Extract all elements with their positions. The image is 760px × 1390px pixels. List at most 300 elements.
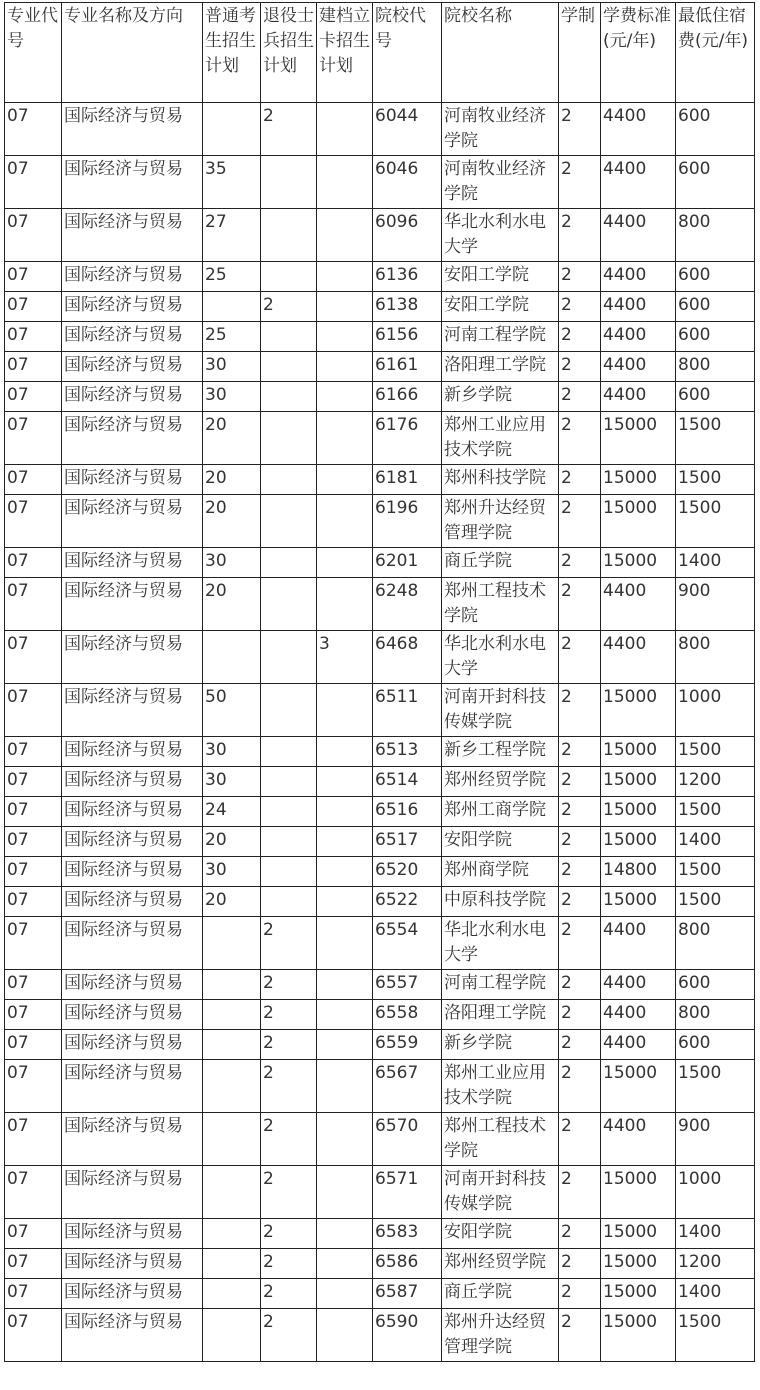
tuition-cell: 15000 bbox=[601, 1219, 676, 1249]
school-name-cell: 华北水利水电大学 bbox=[442, 917, 559, 970]
table-row bbox=[5, 103, 755, 156]
regular-plan-cell bbox=[203, 970, 261, 1000]
poverty-plan-cell bbox=[317, 1060, 373, 1113]
regular-plan-cell: 24 bbox=[203, 797, 261, 827]
major-name-cell: 国际经济与贸易 bbox=[62, 1249, 203, 1279]
tuition-cell: 15000 bbox=[601, 495, 676, 548]
dorm-fee-cell: 900 bbox=[676, 1113, 755, 1166]
duration-cell: 2 bbox=[559, 1249, 601, 1279]
duration-cell: 2 bbox=[559, 352, 601, 382]
regular-plan-cell bbox=[203, 1030, 261, 1060]
veteran-plan-cell: 2 bbox=[261, 1166, 317, 1219]
regular-plan-cell: 50 bbox=[203, 684, 261, 737]
dorm-fee-cell: 1500 bbox=[676, 495, 755, 548]
school-code-cell: 6046 bbox=[373, 156, 442, 209]
dorm-fee-cell: 600 bbox=[676, 1030, 755, 1060]
school-code-cell: 6166 bbox=[373, 382, 442, 412]
major-code-cell: 07 bbox=[5, 1030, 62, 1060]
school-name-cell: 河南工程学院 bbox=[442, 970, 559, 1000]
table-row bbox=[5, 1030, 755, 1060]
table-row bbox=[5, 857, 755, 887]
major-code-cell: 07 bbox=[5, 262, 62, 292]
tuition-cell: 15000 bbox=[601, 1166, 676, 1219]
duration-cell: 2 bbox=[559, 767, 601, 797]
major-name-cell: 国际经济与贸易 bbox=[62, 412, 203, 465]
major-name-cell: 国际经济与贸易 bbox=[62, 156, 203, 209]
table-row bbox=[5, 797, 755, 827]
poverty-plan-cell bbox=[317, 1249, 373, 1279]
poverty-plan-cell bbox=[317, 548, 373, 578]
regular-plan-cell: 30 bbox=[203, 857, 261, 887]
major-code-cell: 07 bbox=[5, 857, 62, 887]
tuition-cell: 4400 bbox=[601, 292, 676, 322]
school-name-cell: 中原科技学院 bbox=[442, 887, 559, 917]
regular-plan-cell bbox=[203, 1249, 261, 1279]
school-code-cell: 6096 bbox=[373, 209, 442, 262]
major-name-cell: 国际经济与贸易 bbox=[62, 1113, 203, 1166]
school-code-cell: 6557 bbox=[373, 970, 442, 1000]
dorm-fee-cell: 1400 bbox=[676, 827, 755, 857]
veteran-plan-cell bbox=[261, 465, 317, 495]
school-name-cell: 商丘学院 bbox=[442, 1279, 559, 1309]
poverty-plan-cell bbox=[317, 103, 373, 156]
dorm-fee-cell: 1500 bbox=[676, 1060, 755, 1113]
major-code-cell: 07 bbox=[5, 631, 62, 684]
school-code-cell: 6513 bbox=[373, 737, 442, 767]
poverty-plan-cell bbox=[317, 797, 373, 827]
school-code-cell: 6517 bbox=[373, 827, 442, 857]
poverty-plan-cell bbox=[317, 412, 373, 465]
major-code-cell: 07 bbox=[5, 352, 62, 382]
veteran-plan-cell bbox=[261, 857, 317, 887]
school-name-cell: 新乡学院 bbox=[442, 1030, 559, 1060]
major-name-cell: 国际经济与贸易 bbox=[62, 1166, 203, 1219]
major-name-cell: 国际经济与贸易 bbox=[62, 1279, 203, 1309]
school-code-cell: 6590 bbox=[373, 1309, 442, 1362]
major-code-cell: 07 bbox=[5, 1113, 62, 1166]
veteran-plan-cell: 2 bbox=[261, 917, 317, 970]
veteran-plan-cell: 2 bbox=[261, 1060, 317, 1113]
dorm-fee-cell: 1500 bbox=[676, 737, 755, 767]
veteran-plan-cell bbox=[261, 495, 317, 548]
veteran-plan-cell bbox=[261, 578, 317, 631]
tuition-cell: 4400 bbox=[601, 156, 676, 209]
veteran-plan-cell bbox=[261, 887, 317, 917]
duration-cell: 2 bbox=[559, 156, 601, 209]
duration-cell: 2 bbox=[559, 857, 601, 887]
table-row bbox=[5, 156, 755, 209]
veteran-plan-cell: 2 bbox=[261, 1219, 317, 1249]
poverty-plan-cell bbox=[317, 495, 373, 548]
duration-cell: 2 bbox=[559, 412, 601, 465]
major-code-cell: 07 bbox=[5, 917, 62, 970]
veteran-plan-cell bbox=[261, 262, 317, 292]
school-code-cell: 6554 bbox=[373, 917, 442, 970]
school-name-cell: 新乡学院 bbox=[442, 382, 559, 412]
school-code-cell: 6248 bbox=[373, 578, 442, 631]
dorm-fee-cell: 800 bbox=[676, 917, 755, 970]
major-code-cell: 07 bbox=[5, 1166, 62, 1219]
duration-cell: 2 bbox=[559, 292, 601, 322]
regular-plan-cell: 30 bbox=[203, 737, 261, 767]
tuition-cell: 15000 bbox=[601, 548, 676, 578]
dorm-fee-cell: 1400 bbox=[676, 1219, 755, 1249]
duration-cell: 2 bbox=[559, 262, 601, 292]
major-name-cell: 国际经济与贸易 bbox=[62, 209, 203, 262]
poverty-plan-cell bbox=[317, 857, 373, 887]
school-name-cell: 洛阳理工学院 bbox=[442, 352, 559, 382]
regular-plan-cell: 20 bbox=[203, 578, 261, 631]
veteran-plan-cell bbox=[261, 209, 317, 262]
header-duration: 学制 bbox=[559, 3, 601, 103]
tuition-cell: 15000 bbox=[601, 1279, 676, 1309]
dorm-fee-cell: 1200 bbox=[676, 1249, 755, 1279]
major-name-cell: 国际经济与贸易 bbox=[62, 1060, 203, 1113]
table-row bbox=[5, 1000, 755, 1030]
table-row bbox=[5, 1249, 755, 1279]
major-code-cell: 07 bbox=[5, 1309, 62, 1362]
major-name-cell: 国际经济与贸易 bbox=[62, 1000, 203, 1030]
table-row bbox=[5, 382, 755, 412]
major-name-cell: 国际经济与贸易 bbox=[62, 292, 203, 322]
major-name-cell: 国际经济与贸易 bbox=[62, 827, 203, 857]
major-name-cell: 国际经济与贸易 bbox=[62, 382, 203, 412]
veteran-plan-cell: 2 bbox=[261, 1113, 317, 1166]
table-row bbox=[5, 917, 755, 970]
dorm-fee-cell: 1500 bbox=[676, 1309, 755, 1362]
dorm-fee-cell: 600 bbox=[676, 103, 755, 156]
tuition-cell: 15000 bbox=[601, 737, 676, 767]
table-row bbox=[5, 737, 755, 767]
poverty-plan-cell: 3 bbox=[317, 631, 373, 684]
school-name-cell: 河南开封科技传媒学院 bbox=[442, 1166, 559, 1219]
duration-cell: 2 bbox=[559, 103, 601, 156]
tuition-cell: 4400 bbox=[601, 103, 676, 156]
school-name-cell: 郑州工程技术学院 bbox=[442, 578, 559, 631]
regular-plan-cell bbox=[203, 1000, 261, 1030]
table-row bbox=[5, 1060, 755, 1113]
school-code-cell: 6136 bbox=[373, 262, 442, 292]
major-code-cell: 07 bbox=[5, 548, 62, 578]
regular-plan-cell: 20 bbox=[203, 465, 261, 495]
regular-plan-cell: 20 bbox=[203, 887, 261, 917]
duration-cell: 2 bbox=[559, 631, 601, 684]
table-row bbox=[5, 548, 755, 578]
duration-cell: 2 bbox=[559, 1113, 601, 1166]
major-name-cell: 国际经济与贸易 bbox=[62, 857, 203, 887]
poverty-plan-cell bbox=[317, 1166, 373, 1219]
dorm-fee-cell: 800 bbox=[676, 352, 755, 382]
duration-cell: 2 bbox=[559, 1166, 601, 1219]
duration-cell: 2 bbox=[559, 495, 601, 548]
school-name-cell: 商丘学院 bbox=[442, 548, 559, 578]
regular-plan-cell: 35 bbox=[203, 156, 261, 209]
tuition-cell: 15000 bbox=[601, 797, 676, 827]
school-name-cell: 河南牧业经济学院 bbox=[442, 156, 559, 209]
enrollment-plan-table bbox=[4, 2, 755, 1362]
regular-plan-cell: 30 bbox=[203, 767, 261, 797]
duration-cell: 2 bbox=[559, 1060, 601, 1113]
school-name-cell: 洛阳理工学院 bbox=[442, 1000, 559, 1030]
school-name-cell: 安阳工学院 bbox=[442, 292, 559, 322]
header-school-name: 院校名称 bbox=[442, 3, 559, 103]
school-code-cell: 6522 bbox=[373, 887, 442, 917]
poverty-plan-cell bbox=[317, 322, 373, 352]
dorm-fee-cell: 900 bbox=[676, 578, 755, 631]
veteran-plan-cell bbox=[261, 767, 317, 797]
regular-plan-cell bbox=[203, 1279, 261, 1309]
tuition-cell: 15000 bbox=[601, 767, 676, 797]
major-code-cell: 07 bbox=[5, 737, 62, 767]
school-code-cell: 6201 bbox=[373, 548, 442, 578]
school-code-cell: 6044 bbox=[373, 103, 442, 156]
major-code-cell: 07 bbox=[5, 827, 62, 857]
dorm-fee-cell: 1400 bbox=[676, 1279, 755, 1309]
veteran-plan-cell bbox=[261, 827, 317, 857]
veteran-plan-cell: 2 bbox=[261, 1279, 317, 1309]
duration-cell: 2 bbox=[559, 684, 601, 737]
header-school-code: 院校代号 bbox=[373, 3, 442, 103]
veteran-plan-cell: 2 bbox=[261, 1000, 317, 1030]
veteran-plan-cell bbox=[261, 412, 317, 465]
poverty-plan-cell bbox=[317, 156, 373, 209]
tuition-cell: 4400 bbox=[601, 917, 676, 970]
tuition-cell: 15000 bbox=[601, 412, 676, 465]
major-code-cell: 07 bbox=[5, 684, 62, 737]
major-code-cell: 07 bbox=[5, 382, 62, 412]
header-tuition: 学费标准(元/年) bbox=[601, 3, 676, 103]
major-name-cell: 国际经济与贸易 bbox=[62, 1219, 203, 1249]
major-name-cell: 国际经济与贸易 bbox=[62, 737, 203, 767]
major-name-cell: 国际经济与贸易 bbox=[62, 970, 203, 1000]
duration-cell: 2 bbox=[559, 797, 601, 827]
poverty-plan-cell bbox=[317, 1279, 373, 1309]
poverty-plan-cell bbox=[317, 209, 373, 262]
regular-plan-cell: 30 bbox=[203, 352, 261, 382]
major-name-cell: 国际经济与贸易 bbox=[62, 578, 203, 631]
poverty-plan-cell bbox=[317, 684, 373, 737]
tuition-cell: 4400 bbox=[601, 631, 676, 684]
dorm-fee-cell: 1500 bbox=[676, 857, 755, 887]
table-row bbox=[5, 262, 755, 292]
duration-cell: 2 bbox=[559, 322, 601, 352]
regular-plan-cell: 20 bbox=[203, 827, 261, 857]
regular-plan-cell: 25 bbox=[203, 322, 261, 352]
school-code-cell: 6156 bbox=[373, 322, 442, 352]
table-header-row bbox=[5, 3, 755, 103]
dorm-fee-cell: 1500 bbox=[676, 465, 755, 495]
duration-cell: 2 bbox=[559, 827, 601, 857]
dorm-fee-cell: 1500 bbox=[676, 412, 755, 465]
tuition-cell: 15000 bbox=[601, 684, 676, 737]
school-code-cell: 6196 bbox=[373, 495, 442, 548]
tuition-cell: 15000 bbox=[601, 1309, 676, 1362]
tuition-cell: 4400 bbox=[601, 578, 676, 631]
major-code-cell: 07 bbox=[5, 1000, 62, 1030]
school-code-cell: 6181 bbox=[373, 465, 442, 495]
major-code-cell: 07 bbox=[5, 1249, 62, 1279]
duration-cell: 2 bbox=[559, 1030, 601, 1060]
poverty-plan-cell bbox=[317, 1309, 373, 1362]
table-row bbox=[5, 767, 755, 797]
duration-cell: 2 bbox=[559, 1219, 601, 1249]
school-name-cell: 郑州升达经贸管理学院 bbox=[442, 495, 559, 548]
major-name-cell: 国际经济与贸易 bbox=[62, 548, 203, 578]
school-name-cell: 河南牧业经济学院 bbox=[442, 103, 559, 156]
major-name-cell: 国际经济与贸易 bbox=[62, 1309, 203, 1362]
duration-cell: 2 bbox=[559, 548, 601, 578]
poverty-plan-cell bbox=[317, 917, 373, 970]
school-name-cell: 安阳学院 bbox=[442, 1219, 559, 1249]
duration-cell: 2 bbox=[559, 1279, 601, 1309]
dorm-fee-cell: 600 bbox=[676, 262, 755, 292]
major-name-cell: 国际经济与贸易 bbox=[62, 797, 203, 827]
duration-cell: 2 bbox=[559, 578, 601, 631]
school-name-cell: 郑州工程技术学院 bbox=[442, 1113, 559, 1166]
duration-cell: 2 bbox=[559, 970, 601, 1000]
header-major-code: 专业代号 bbox=[5, 3, 62, 103]
table-row bbox=[5, 1309, 755, 1362]
major-name-cell: 国际经济与贸易 bbox=[62, 1030, 203, 1060]
poverty-plan-cell bbox=[317, 737, 373, 767]
table-row bbox=[5, 827, 755, 857]
poverty-plan-cell bbox=[317, 382, 373, 412]
major-name-cell: 国际经济与贸易 bbox=[62, 262, 203, 292]
table-row bbox=[5, 322, 755, 352]
major-code-cell: 07 bbox=[5, 103, 62, 156]
tuition-cell: 15000 bbox=[601, 887, 676, 917]
school-code-cell: 6514 bbox=[373, 767, 442, 797]
major-code-cell: 07 bbox=[5, 887, 62, 917]
veteran-plan-cell bbox=[261, 737, 317, 767]
tuition-cell: 15000 bbox=[601, 827, 676, 857]
school-name-cell: 郑州经贸学院 bbox=[442, 1249, 559, 1279]
poverty-plan-cell bbox=[317, 1000, 373, 1030]
major-code-cell: 07 bbox=[5, 156, 62, 209]
school-name-cell: 华北水利水电大学 bbox=[442, 209, 559, 262]
veteran-plan-cell bbox=[261, 156, 317, 209]
dorm-fee-cell: 600 bbox=[676, 156, 755, 209]
dorm-fee-cell: 800 bbox=[676, 1000, 755, 1030]
major-code-cell: 07 bbox=[5, 412, 62, 465]
poverty-plan-cell bbox=[317, 887, 373, 917]
tuition-cell: 4400 bbox=[601, 262, 676, 292]
poverty-plan-cell bbox=[317, 767, 373, 797]
regular-plan-cell bbox=[203, 103, 261, 156]
poverty-plan-cell bbox=[317, 578, 373, 631]
poverty-plan-cell bbox=[317, 1030, 373, 1060]
veteran-plan-cell: 2 bbox=[261, 1309, 317, 1362]
dorm-fee-cell: 1400 bbox=[676, 548, 755, 578]
tuition-cell: 4400 bbox=[601, 209, 676, 262]
table-row bbox=[5, 412, 755, 465]
major-name-cell: 国际经济与贸易 bbox=[62, 684, 203, 737]
poverty-plan-cell bbox=[317, 827, 373, 857]
school-name-cell: 河南开封科技传媒学院 bbox=[442, 684, 559, 737]
table-row bbox=[5, 1113, 755, 1166]
major-code-cell: 07 bbox=[5, 465, 62, 495]
school-code-cell: 6571 bbox=[373, 1166, 442, 1219]
school-code-cell: 6567 bbox=[373, 1060, 442, 1113]
regular-plan-cell bbox=[203, 1166, 261, 1219]
dorm-fee-cell: 600 bbox=[676, 382, 755, 412]
table-row bbox=[5, 352, 755, 382]
regular-plan-cell bbox=[203, 292, 261, 322]
school-name-cell: 河南工程学院 bbox=[442, 322, 559, 352]
duration-cell: 2 bbox=[559, 1000, 601, 1030]
tuition-cell: 4400 bbox=[601, 970, 676, 1000]
tuition-cell: 15000 bbox=[601, 465, 676, 495]
school-code-cell: 6138 bbox=[373, 292, 442, 322]
major-name-cell: 国际经济与贸易 bbox=[62, 103, 203, 156]
regular-plan-cell: 20 bbox=[203, 412, 261, 465]
duration-cell: 2 bbox=[559, 887, 601, 917]
school-code-cell: 6586 bbox=[373, 1249, 442, 1279]
poverty-plan-cell bbox=[317, 352, 373, 382]
tuition-cell: 15000 bbox=[601, 1249, 676, 1279]
dorm-fee-cell: 600 bbox=[676, 292, 755, 322]
regular-plan-cell bbox=[203, 917, 261, 970]
major-code-cell: 07 bbox=[5, 322, 62, 352]
regular-plan-cell bbox=[203, 631, 261, 684]
tuition-cell: 4400 bbox=[601, 322, 676, 352]
table-row bbox=[5, 631, 755, 684]
school-code-cell: 6176 bbox=[373, 412, 442, 465]
table-body bbox=[5, 103, 755, 1362]
table-row bbox=[5, 292, 755, 322]
major-name-cell: 国际经济与贸易 bbox=[62, 631, 203, 684]
major-code-cell: 07 bbox=[5, 970, 62, 1000]
school-code-cell: 6587 bbox=[373, 1279, 442, 1309]
regular-plan-cell: 27 bbox=[203, 209, 261, 262]
poverty-plan-cell bbox=[317, 1219, 373, 1249]
header-veteran-plan: 退役士兵招生计划 bbox=[261, 3, 317, 103]
school-code-cell: 6520 bbox=[373, 857, 442, 887]
dorm-fee-cell: 1500 bbox=[676, 797, 755, 827]
major-name-cell: 国际经济与贸易 bbox=[62, 917, 203, 970]
table-row bbox=[5, 1166, 755, 1219]
major-code-cell: 07 bbox=[5, 1060, 62, 1113]
regular-plan-cell: 20 bbox=[203, 495, 261, 548]
dorm-fee-cell: 1000 bbox=[676, 684, 755, 737]
school-name-cell: 安阳学院 bbox=[442, 827, 559, 857]
school-name-cell: 华北水利水电大学 bbox=[442, 631, 559, 684]
regular-plan-cell bbox=[203, 1113, 261, 1166]
regular-plan-cell bbox=[203, 1309, 261, 1362]
tuition-cell: 14800 bbox=[601, 857, 676, 887]
tuition-cell: 4400 bbox=[601, 382, 676, 412]
poverty-plan-cell bbox=[317, 465, 373, 495]
veteran-plan-cell: 2 bbox=[261, 1249, 317, 1279]
major-name-cell: 国际经济与贸易 bbox=[62, 887, 203, 917]
major-code-cell: 07 bbox=[5, 209, 62, 262]
table-row bbox=[5, 970, 755, 1000]
major-code-cell: 07 bbox=[5, 578, 62, 631]
table-row bbox=[5, 209, 755, 262]
major-name-cell: 国际经济与贸易 bbox=[62, 322, 203, 352]
dorm-fee-cell: 1200 bbox=[676, 767, 755, 797]
duration-cell: 2 bbox=[559, 465, 601, 495]
major-name-cell: 国际经济与贸易 bbox=[62, 352, 203, 382]
header-regular-plan: 普通考生招生计划 bbox=[203, 3, 261, 103]
table-row bbox=[5, 684, 755, 737]
regular-plan-cell bbox=[203, 1219, 261, 1249]
poverty-plan-cell bbox=[317, 1113, 373, 1166]
dorm-fee-cell: 600 bbox=[676, 322, 755, 352]
school-name-cell: 郑州工业应用技术学院 bbox=[442, 412, 559, 465]
table-row bbox=[5, 465, 755, 495]
duration-cell: 2 bbox=[559, 1309, 601, 1362]
